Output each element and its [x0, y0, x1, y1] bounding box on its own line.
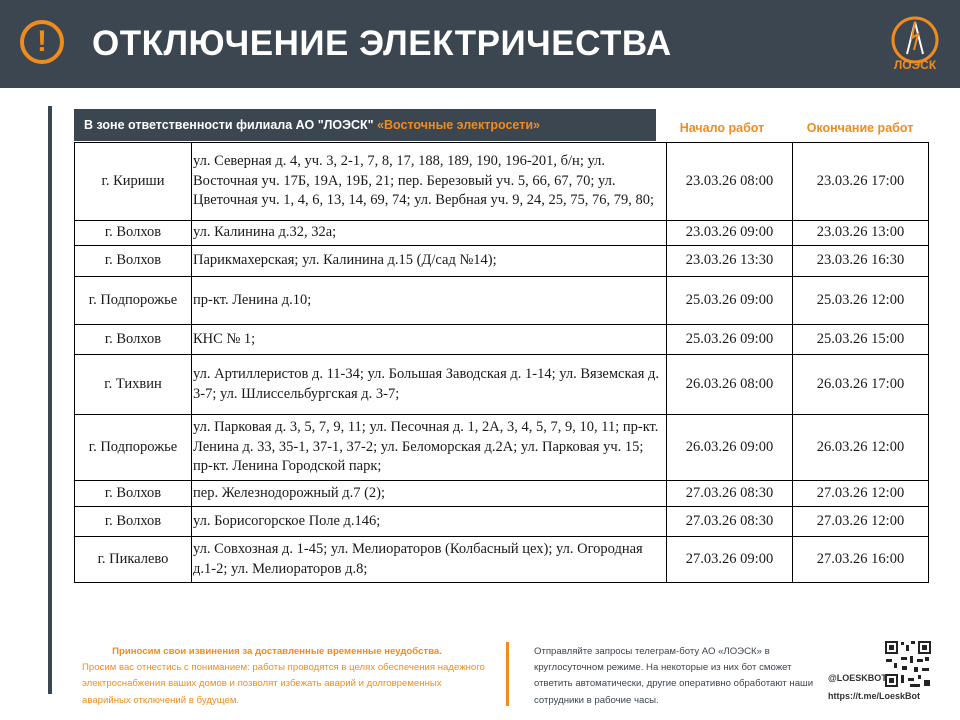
row-city: г. Волхов [75, 246, 192, 277]
row-address: ул. Парковая д. 3, 5, 7, 9, 11; ул. Песочная д. 1, 2А, 3, 4, 5, 7, 9, 10, 11; пр-кт. Ленина д. 33, 35-1, 37-1, 37-2; ул. Беломорская д.2А; ул. Парковая уч. 15; пр-кт. Ленина Городской парк; [192, 415, 667, 481]
row-end: 23.03.26 17:00 [793, 143, 929, 221]
table-row [75, 246, 929, 277]
row-end: 23.03.26 16:30 [793, 246, 929, 277]
qr-code-icon[interactable] [884, 640, 932, 688]
row-start: 25.03.26 09:00 [667, 325, 793, 355]
row-end: 27.03.26 16:00 [793, 537, 929, 583]
table-row [75, 537, 929, 583]
row-start: 23.03.26 08:00 [667, 143, 793, 221]
row-address: КНС № 1; [192, 325, 667, 355]
left-accent-bar [48, 106, 52, 694]
row-address: пр-кт. Ленина д.10; [192, 277, 667, 325]
footer-divider [506, 642, 509, 706]
row-end: 25.03.26 12:00 [793, 277, 929, 325]
row-start: 25.03.26 09:00 [667, 277, 793, 325]
row-city: г. Подпорожье [75, 415, 192, 481]
row-address: Парикмахерская; ул. Калинина д.15 (Д/сад №14); [192, 246, 667, 277]
row-city: г. Волхов [75, 507, 192, 537]
row-start: 26.03.26 09:00 [667, 415, 793, 481]
warning-symbol: ! [37, 25, 47, 58]
apology-text: Просим вас отнестись с пониманием: работы проводятся в целях обеспечения надежного электроснабжения ваших домов и позволят избежать аварий и долговременных аварийных отключений в будущем. [82, 662, 485, 706]
apology-title: Приносим свои извинения за доставленные временные неудобства. [112, 646, 442, 657]
bot-info-text: Отправляйте запросы телеграм-боту АО «ЛОЭСК» в круглосуточном режиме. На некоторые из них бот сможет ответить автоматически, другие оперативно обработают наши сотрудники в рабочие часы. [534, 646, 814, 706]
table-caption [74, 109, 656, 141]
row-city: г. Подпорожье [75, 277, 192, 325]
row-start: 23.03.26 09:00 [667, 221, 793, 246]
table-row [75, 325, 929, 355]
row-start: 26.03.26 08:00 [667, 355, 793, 415]
row-end: 27.03.26 12:00 [793, 481, 929, 507]
outage-table [74, 142, 929, 583]
row-city: г. Волхов [75, 481, 192, 507]
page-title: ОТКЛЮЧЕНИЕ ЭЛЕКТРИЧЕСТВА [92, 24, 672, 63]
row-city: г. Кириши [75, 143, 192, 221]
column-header-start: Начало работ [679, 121, 765, 135]
row-address: пер. Железнодорожный д.7 (2); [192, 481, 667, 507]
row-address: ул. Артиллеристов д. 11-34; ул. Большая Заводская д. 1-14; ул. Вяземская д. 3-7; ул. Шлиссельбургская д. 3-7; [192, 355, 667, 415]
row-city: г. Пикалево [75, 537, 192, 583]
page-header [0, 0, 960, 88]
row-address: ул. Северная д. 4, уч. 3, 2-1, 7, 8, 17, 188, 189, 190, 196-201, б/н; ул. Восточная уч. 17Б, 19А, 19Б, 21; пер. Березовый уч. 5, 66, 67, 70; ул. Цветочная уч. 1, 4, 6, 13, 14, 69, 74; ул. Вербная уч. 9, 24, 25, 75, 76, 79, 80; [192, 143, 667, 221]
column-header-end: Окончание работ [806, 121, 914, 135]
row-end: 25.03.26 15:00 [793, 325, 929, 355]
row-start: 27.03.26 08:30 [667, 507, 793, 537]
table-row [75, 143, 929, 221]
table-row [75, 507, 929, 537]
row-start: 23.03.26 13:30 [667, 246, 793, 277]
table-row [75, 221, 929, 246]
row-end: 26.03.26 17:00 [793, 355, 929, 415]
table-row [75, 277, 929, 325]
bot-handle: @LOESKBOT [828, 673, 887, 683]
row-start: 27.03.26 08:30 [667, 481, 793, 507]
bot-link[interactable]: https://t.me/LoeskBot [828, 691, 921, 701]
table-row [75, 355, 929, 415]
row-city: г. Волхов [75, 325, 192, 355]
row-address: ул. Совхозная д. 1-45; ул. Мелиораторов (Колбасный цех); ул. Огородная д.1-2; ул. Мелиораторов д.8; [192, 537, 667, 583]
logo-text: ЛОЭСК [893, 58, 937, 72]
row-city: г. Волхов [75, 221, 192, 246]
apology-block [82, 644, 492, 709]
row-address: ул. Калинина д.32, 32а; [192, 221, 667, 246]
row-end: 26.03.26 12:00 [793, 415, 929, 481]
table-row [75, 481, 929, 507]
warning-icon [20, 20, 64, 64]
table-caption-branch: «Восточные электросети» [377, 118, 540, 132]
row-end: 27.03.26 12:00 [793, 507, 929, 537]
row-city: г. Тихвин [75, 355, 192, 415]
table-caption-prefix: В зоне ответственности филиала АО "ЛОЭСК" [84, 118, 374, 132]
row-end: 23.03.26 13:00 [793, 221, 929, 246]
row-address: ул. Борисогорское Поле д.146; [192, 507, 667, 537]
table-row [75, 415, 929, 481]
row-start: 27.03.26 09:00 [667, 537, 793, 583]
